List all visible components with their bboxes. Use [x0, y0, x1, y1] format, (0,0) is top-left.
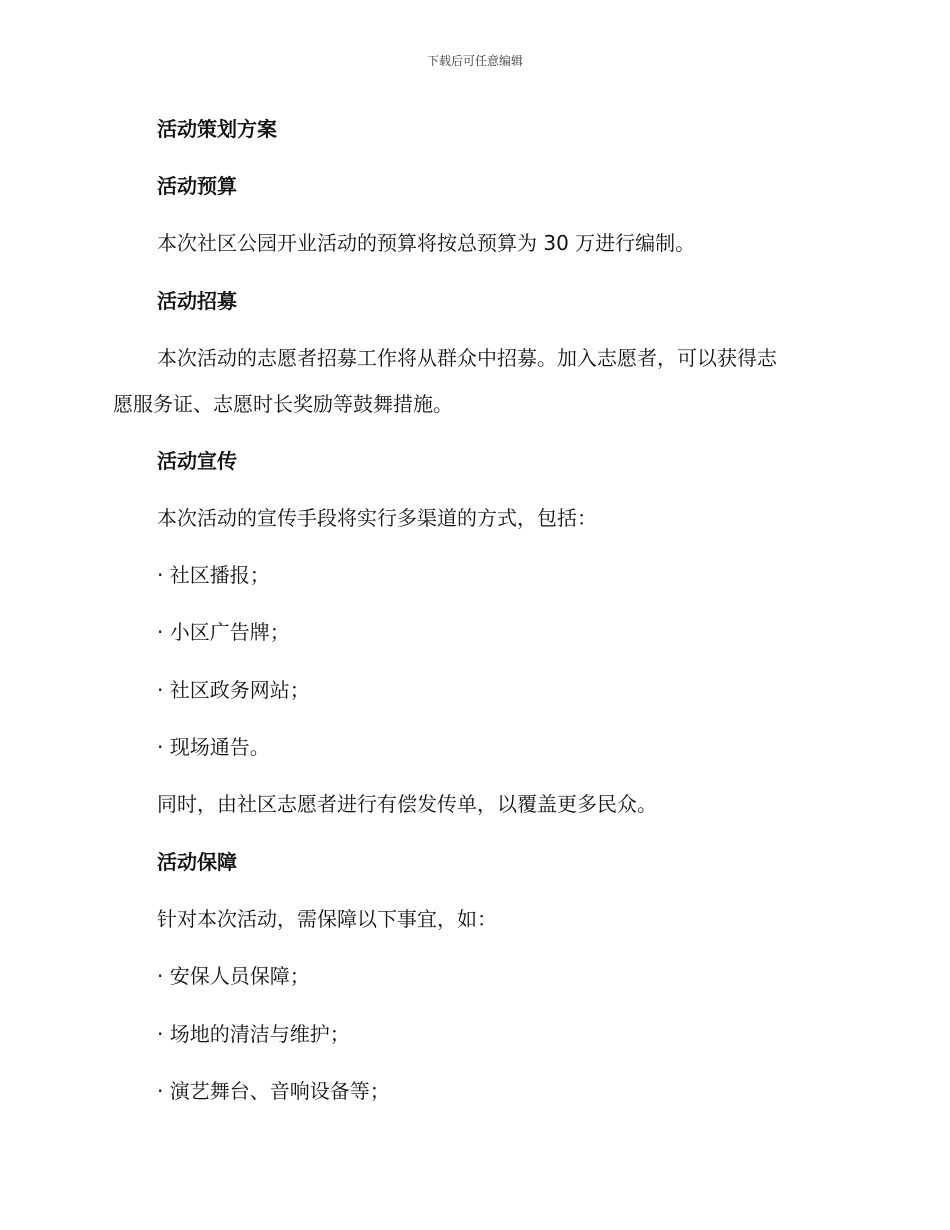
promotion-intro: 本次活动的宣传手段将实行多渠道的方式，包括： [157, 506, 597, 530]
promotion-list-item: · 小区广告牌； [157, 620, 290, 644]
promotion-heading: 活动宣传 [157, 449, 237, 473]
recruitment-text-line2: 愿服务证、志愿时长奖励等鼓舞措施。 [113, 392, 453, 416]
promotion-list-item: · 社区政务网站； [157, 678, 310, 702]
promotion-list-item: · 现场通告。 [157, 735, 270, 759]
header-note: 下载后可任意编辑 [426, 54, 523, 68]
guarantee-list-item: · 演艺舞台、音响设备等； [157, 1079, 390, 1103]
guarantee-list-item: · 安保人员保障； [157, 964, 310, 988]
budget-heading: 活动预算 [157, 174, 237, 198]
recruitment-heading: 活动招募 [157, 289, 237, 313]
budget-text: 本次社区公园开业活动的预算将按总预算为 30 万进行编制。 [157, 231, 696, 255]
guarantee-list-item: · 场地的清洁与维护； [157, 1022, 350, 1046]
recruitment-text-line1: 本次活动的志愿者招募工作将从群众中招募。加入志愿者，可以获得志 [157, 346, 777, 370]
guarantee-heading: 活动保障 [157, 850, 237, 874]
document-title: 活动策划方案 [157, 117, 277, 141]
promotion-closing: 同时，由社区志愿者进行有偿发传单，以覆盖更多民众。 [157, 792, 657, 816]
promotion-list-item: · 社区播报； [157, 563, 270, 587]
guarantee-intro: 针对本次活动，需保障以下事宜，如： [157, 907, 497, 931]
